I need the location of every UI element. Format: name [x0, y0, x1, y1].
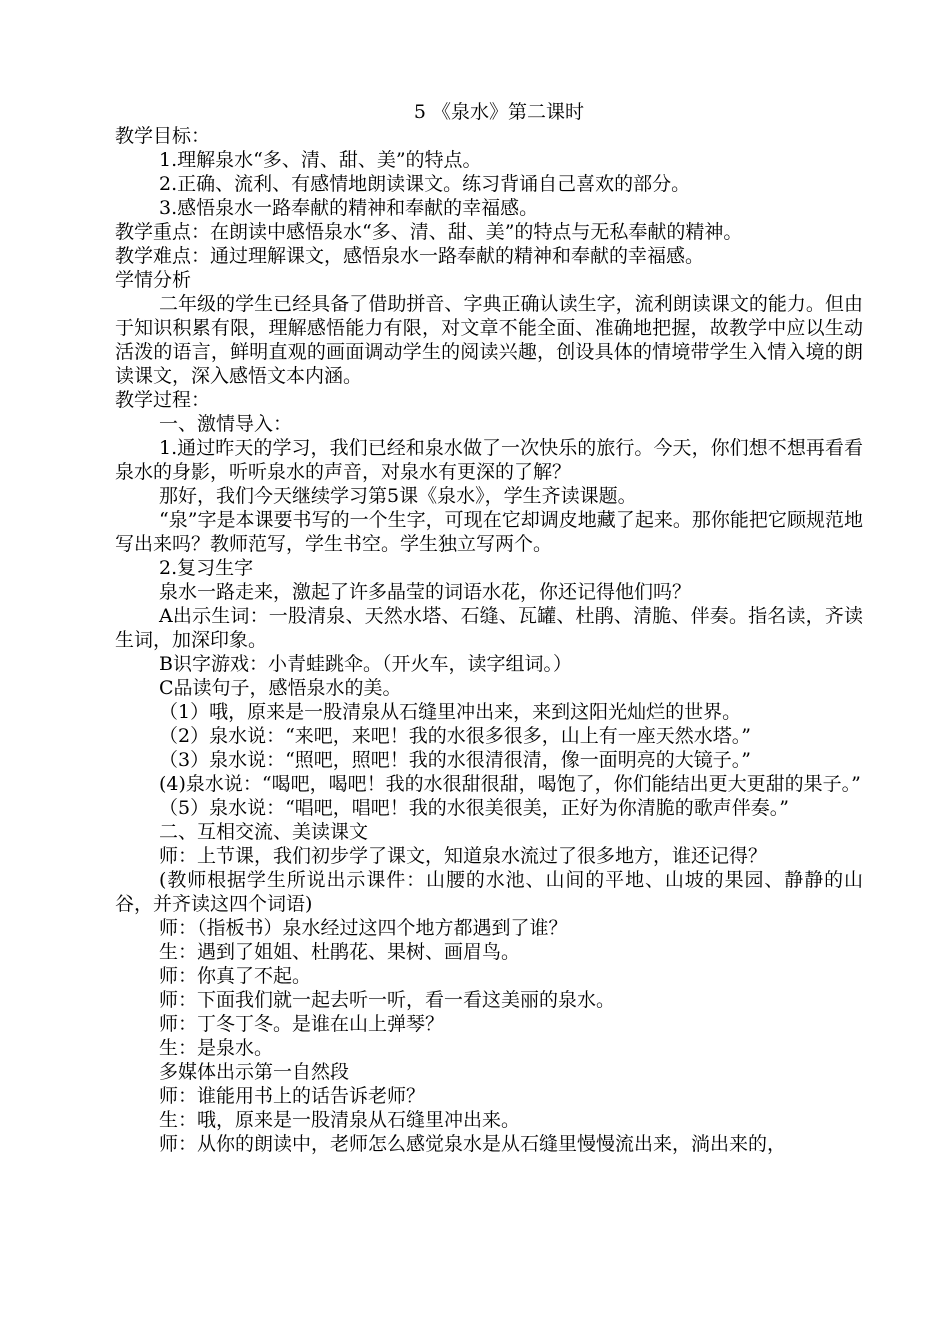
paragraph: （2）泉水说：“来吧，来吧！我的水很多很多，山上有一座天然水塔。” [159, 725, 752, 747]
document-body [115, 124, 863, 1156]
lesson-title: 5 《泉水》第二课时 [413, 101, 585, 123]
paragraph: 泉水一路走来，激起了许多晶莹的词语水花，你还记得他们吗？ [159, 581, 692, 603]
paragraph: 学情分析 [115, 269, 192, 291]
paragraph: 一、激情导入： [159, 413, 293, 435]
paragraph: B识字游戏：小青蛙跳伞。（开火车，读字组词。） [159, 653, 572, 675]
paragraph: 师：（指板书）泉水经过这四个地方都遇到了谁？ [159, 917, 568, 939]
paragraph: 多媒体出示第一自然段 [159, 1061, 350, 1083]
paragraph: 1.理解泉水“多、清、甜、美”的特点。 [159, 149, 482, 171]
paragraph: 生：哦，原来是一股清泉从石缝里冲出来。 [159, 1109, 521, 1131]
paragraph: 师：从你的朗读中，老师怎么感觉泉水是从石缝里慢慢流出来，淌出来的， [159, 1133, 787, 1155]
paragraph: 师：你真了不起。 [159, 965, 312, 987]
paragraph: 教学目标： [115, 125, 211, 147]
paragraph: 2.复习生字 [159, 557, 254, 579]
paragraph: (4)泉水说：“喝吧，喝吧！我的水很甜很甜，喝饱了，你们能结出更大更甜的果子。” [159, 773, 861, 795]
paragraph: 师：谁能用书上的话告诉老师？ [159, 1085, 426, 1107]
paragraph: （3）泉水说：“照吧，照吧！我的水很清很清，像一面明亮的大镜子。” [159, 749, 752, 771]
paragraph: C品读句子，感悟泉水的美。 [159, 677, 402, 699]
paragraph: 1.通过昨天的学习，我们已经和泉水做了一次快乐的旅行。今天，你们想不想再看看泉水的身影，听听泉水的声音，对泉水有更深的了解？ [115, 437, 863, 483]
paragraph: 2.正确、流利、有感情地朗读课文。练习背诵自己喜欢的部分。 [159, 173, 691, 195]
paragraph: 教学过程： [115, 389, 211, 411]
paragraph: 师：上节课，我们初步学了课文，知道泉水流过了很多地方，谁还记得？ [159, 845, 768, 867]
document-page [115, 100, 863, 1156]
paragraph: （5）泉水说：“唱吧，唱吧！我的水很美很美，正好为你清脆的歌声伴奏。” [159, 797, 790, 819]
paragraph: 二、互相交流、美读课文 [159, 821, 369, 843]
paragraph: 那好，我们今天继续学习第5课《泉水》，学生齐读课题。 [159, 485, 637, 507]
paragraph: (教师根据学生所说出示课件：山腰的水池、山间的平地、山坡的果园、静静的山谷，并齐读这四个词语) [115, 869, 863, 915]
paragraph: A出示生词：一股清泉、天然水塔、石缝、瓦罐、杜鹃、清脆、伴奏。指名读，齐读生词，加深印象。 [115, 605, 863, 651]
paragraph: 二年级的学生已经具备了借助拼音、字典正确认读生字，流利朗读课文的能力。但由于知识积累有限，理解感悟能力有限，对文章不能全面、准确地把握，故教学中应以生动活泼的语言，鲜明直观的画面调动学生的阅读兴趣，创设具体的情境带学生入情入境的朗读课文，深入感悟文本内涵。 [115, 293, 863, 387]
paragraph: 师：丁冬丁冬。是谁在山上弹琴？ [159, 1013, 445, 1035]
paragraph: 师：下面我们就一起去听一听，看一看这美丽的泉水。 [159, 989, 616, 1011]
paragraph: “泉”字是本课要书写的一个生字，可现在它却调皮地藏了起来。那你能把它顾规范地写出来吗？教师范写，学生书空。学生独立写两个。 [115, 509, 863, 555]
paragraph: 生：遇到了姐姐、杜鹃花、果树、画眉鸟。 [159, 941, 521, 963]
paragraph: 教学难点：通过理解课文，感悟泉水一路奉献的精神和奉献的幸福感。 [115, 245, 705, 267]
paragraph: 生：是泉水。 [159, 1037, 274, 1059]
paragraph: 3.感悟泉水一路奉献的精神和奉献的幸福感。 [159, 197, 539, 219]
paragraph: （1）哦，原来是一股清泉从石缝里冲出来，来到这阳光灿烂的世界。 [159, 701, 742, 723]
paragraph: 教学重点：在朗读中感悟泉水“多、清、甜、美”的特点与无私奉献的精神。 [115, 221, 743, 243]
